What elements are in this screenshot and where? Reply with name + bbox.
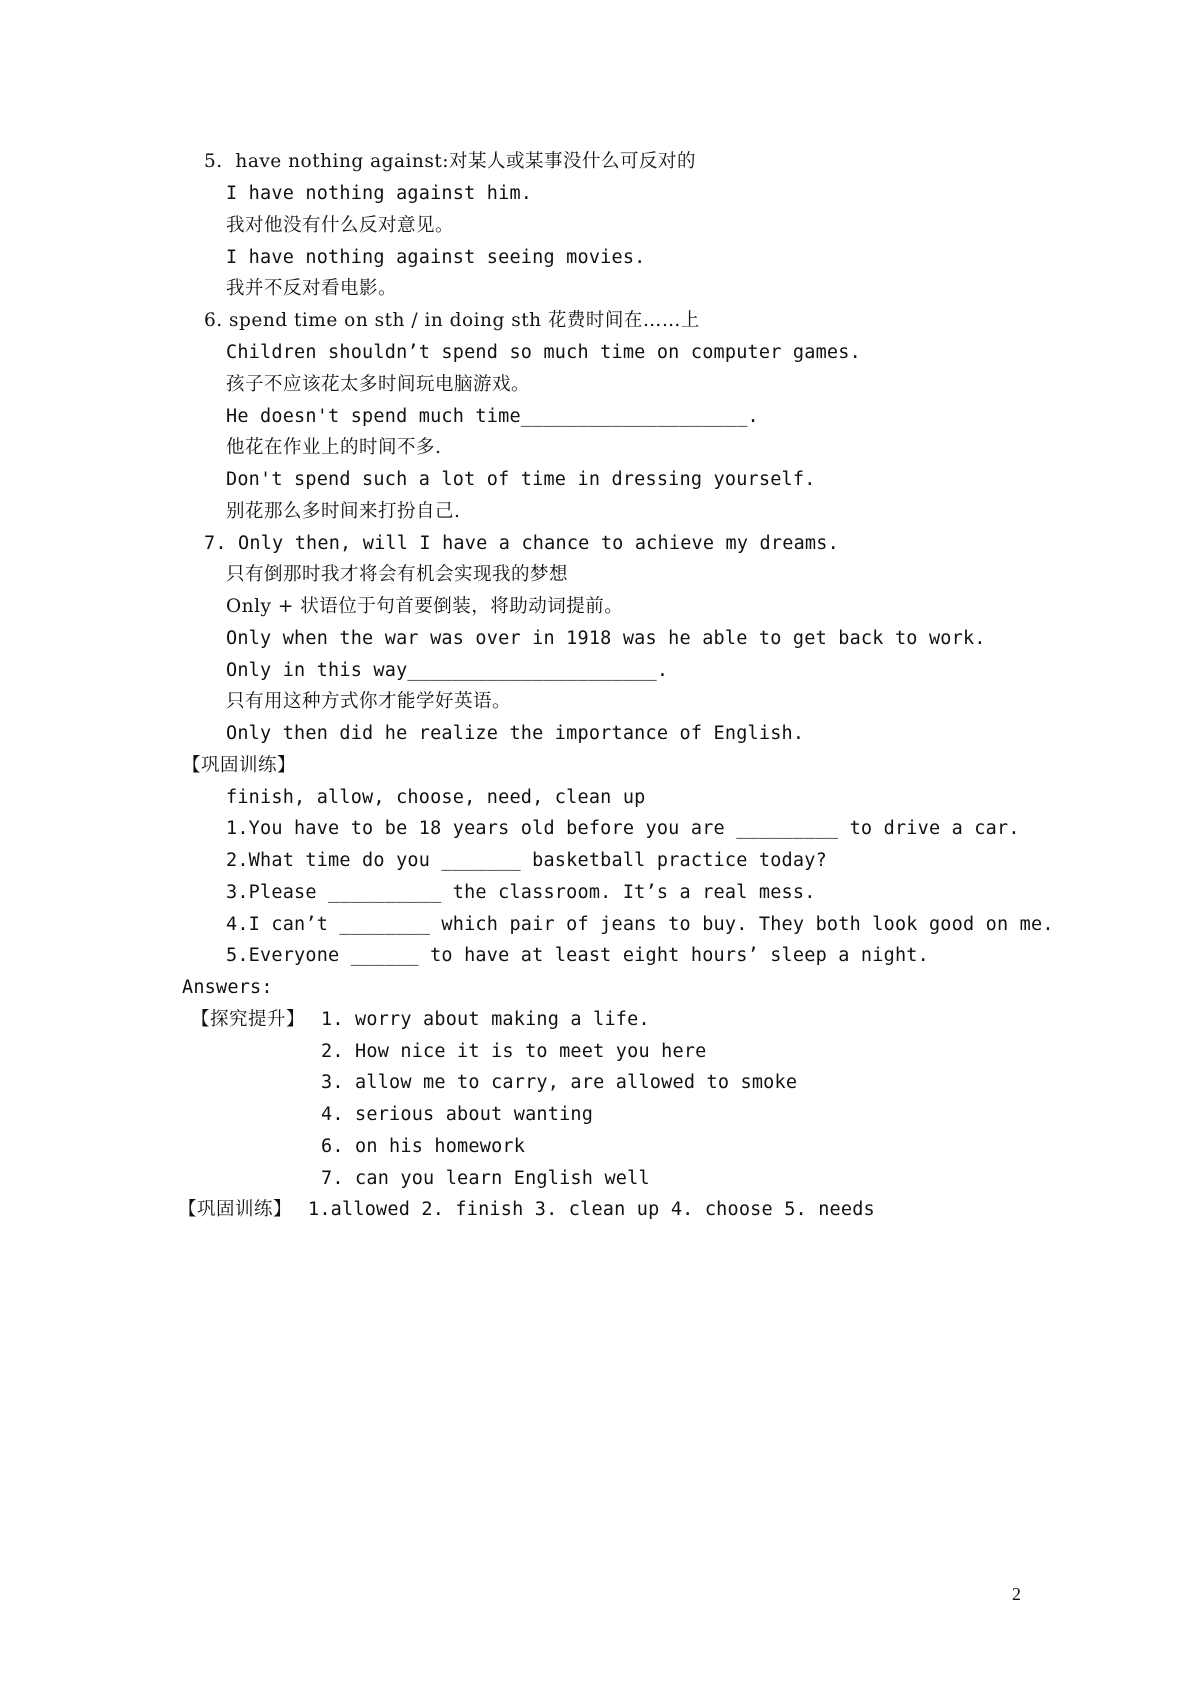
item-6-exercise: He doesn't spend much time____________________. <box>226 406 759 427</box>
item-7-title: 7. Only then, will I have a chance to achieve my dreams. <box>204 533 839 554</box>
word-bank: finish, allow, choose, need, clean up <box>226 787 646 808</box>
item-7-translation: 只有倒那时我才将会有机会实现我的梦想 <box>226 564 569 585</box>
explore-answer: 1. worry about making a life. <box>321 1009 650 1030</box>
item-6-example: Children shouldn’t spend so much time on computer games. <box>226 342 861 363</box>
item-7-example: Only when the war was over in 1918 was he able to get back to work. <box>226 628 986 649</box>
practice-answers-heading: 【巩固训练】 <box>178 1199 293 1220</box>
item-6-translation: 他花在作业上的时间不多. <box>226 437 442 458</box>
item-6-translation: 孩子不应该花太多时间玩电脑游戏。 <box>226 374 531 395</box>
explore-heading: 【探究提升】 <box>191 1009 306 1030</box>
item-7-translation: 只有用这种方式你才能学好英语。 <box>226 691 512 712</box>
practice-question: 2.What time do you _______ basketball practice today? <box>226 850 827 871</box>
item-6-example: Don't spend such a lot of time in dressing yourself. <box>226 469 816 490</box>
item-5-example: I have nothing against him. <box>226 183 533 204</box>
explore-answer: 3. allow me to carry, are allowed to smoke <box>321 1072 798 1093</box>
item-6-title: 6. spend time on sth / in doing sth 花费时间在……上 <box>204 310 700 331</box>
item-5-translation: 我对他没有什么反对意见。 <box>226 215 455 236</box>
item-5-example: I have nothing against seeing movies. <box>226 247 646 268</box>
item-5-title: 5. have nothing against:对某人或某事没什么可反对的 <box>204 151 696 172</box>
item-6-translation: 别花那么多时间来打扮自己. <box>226 501 461 522</box>
explore-answer: 2. How nice it is to meet you here <box>321 1041 707 1062</box>
item-5-translation: 我并不反对看电影。 <box>226 278 398 299</box>
practice-question: 5.Everyone ______ to have at least eight hours’ sleep a night. <box>226 945 929 966</box>
practice-heading: 【巩固训练】 <box>182 755 297 776</box>
practice-question: 1.You have to be 18 years old before you are _________ to drive a car. <box>226 818 1020 839</box>
item-7-example: Only then did he realize the importance of English. <box>226 723 805 744</box>
explore-answer: 7. can you learn English well <box>321 1168 650 1189</box>
practice-question: 4.I can’t ________ which pair of jeans to buy. They both look good on me. <box>226 914 1054 935</box>
answers-label: Answers: <box>182 977 273 998</box>
page-number: 2 <box>1012 1584 1021 1604</box>
item-7-rule: Only + 状语位于句首要倒装，将助动词提前。 <box>226 596 624 617</box>
explore-answer: 6. on his homework <box>321 1136 526 1157</box>
explore-answer: 4. serious about wanting <box>321 1104 594 1125</box>
practice-answers: 1.allowed 2. finish 3. clean up 4. choose 5. needs <box>308 1199 875 1220</box>
practice-question: 3.Please __________ the classroom. It’s a real mess. <box>226 882 816 903</box>
item-7-exercise: Only in this way______________________. <box>226 660 669 681</box>
